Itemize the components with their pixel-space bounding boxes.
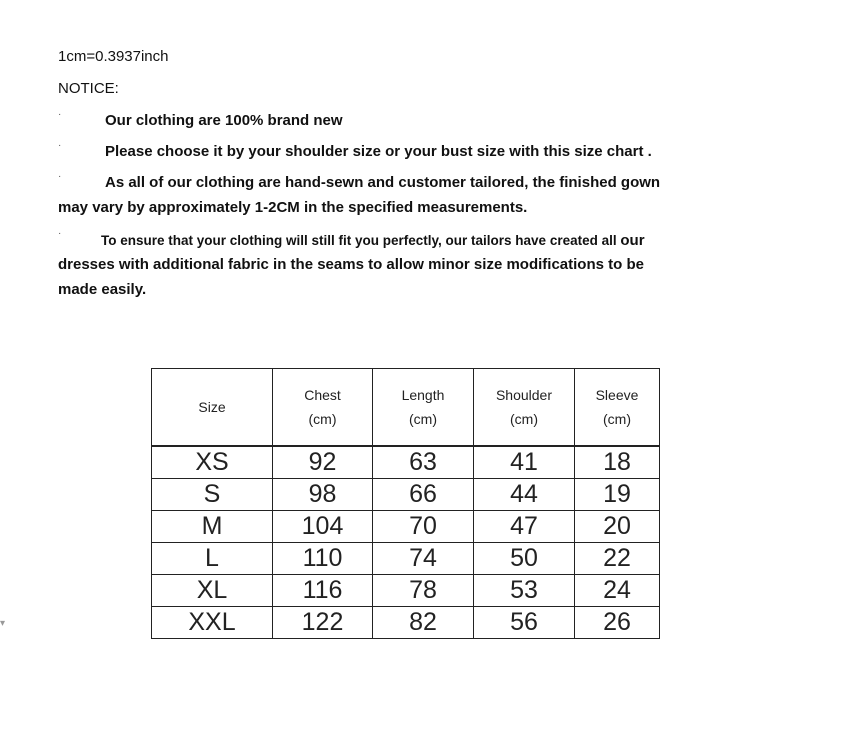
notice-item-4-line1-main: To ensure that your clothing will still fit you perfectly, our tailors have created all — [101, 233, 617, 248]
cell-shoulder: 53 — [474, 575, 575, 607]
notice-item-4-line1-end: our — [620, 232, 645, 249]
notice-item-4-line1 — [101, 232, 645, 249]
table-row — [152, 446, 660, 479]
cell-chest: 104 — [273, 511, 373, 543]
table-row — [152, 607, 660, 639]
cell-shoulder: 50 — [474, 543, 575, 575]
header-shoulder-unit: (cm) — [510, 411, 538, 427]
cell-sleeve: 19 — [575, 479, 660, 511]
header-length-label: Length — [401, 387, 445, 403]
notice-item-4-line3: made easily. — [58, 281, 147, 298]
cell-sleeve: 18 — [575, 446, 660, 479]
cell-sleeve: 24 — [575, 575, 660, 607]
size-chart-table — [151, 368, 660, 639]
header-shoulder — [474, 369, 575, 447]
notice-item-3-line2: may vary by approximately 1-2CM in the specified measurements. — [58, 199, 528, 216]
cell-chest: 92 — [273, 446, 373, 479]
cell-sleeve: 20 — [575, 511, 660, 543]
cell-sleeve: 26 — [575, 607, 660, 639]
cell-sleeve: 22 — [575, 543, 660, 575]
notice-item-2-text: Please choose it by your shoulder size or your bust size with this size chart . — [105, 143, 652, 160]
cell-shoulder: 56 — [474, 607, 575, 639]
cell-size: XS — [152, 446, 273, 479]
header-sleeve — [575, 369, 660, 447]
cell-chest: 122 — [273, 607, 373, 639]
table-row — [152, 511, 660, 543]
cell-shoulder: 44 — [474, 479, 575, 511]
bullet-icon: · — [58, 140, 62, 151]
header-sleeve-label: Sleeve — [595, 387, 639, 403]
notice-item-1-text: Our clothing are 100% brand new — [105, 112, 343, 129]
bullet-icon: · — [58, 109, 62, 120]
header-size — [152, 369, 273, 447]
cell-chest: 116 — [273, 575, 373, 607]
notice-item-4-line2: dresses with additional fabric in the seams to allow minor size modifications to be — [58, 256, 644, 273]
header-length — [373, 369, 474, 447]
table-row — [152, 575, 660, 607]
bullet-icon: · — [58, 228, 62, 239]
cell-chest: 110 — [273, 543, 373, 575]
bullet-icon: · — [58, 171, 62, 182]
cell-shoulder: 47 — [474, 511, 575, 543]
cell-shoulder: 41 — [474, 446, 575, 479]
conversion-text: 1cm=0.3937inch — [58, 48, 169, 65]
table-header-row — [152, 369, 660, 447]
cell-length: 82 — [373, 607, 474, 639]
header-chest — [273, 369, 373, 447]
table-row — [152, 543, 660, 575]
cell-size: S — [152, 479, 273, 511]
cell-chest: 98 — [273, 479, 373, 511]
cell-length: 78 — [373, 575, 474, 607]
cell-size: XXL — [152, 607, 273, 639]
cell-length: 70 — [373, 511, 474, 543]
cell-size: L — [152, 543, 273, 575]
notice-label: NOTICE: — [58, 80, 119, 97]
edge-mark-icon: ▾ — [0, 618, 6, 629]
header-shoulder-label: Shoulder — [495, 387, 553, 403]
header-chest-label: Chest — [304, 387, 341, 403]
cell-length: 66 — [373, 479, 474, 511]
table-row — [152, 479, 660, 511]
header-length-unit: (cm) — [409, 411, 437, 427]
header-chest-unit: (cm) — [308, 411, 337, 427]
cell-length: 74 — [373, 543, 474, 575]
header-sleeve-unit: (cm) — [603, 411, 631, 427]
cell-size: XL — [152, 575, 273, 607]
cell-length: 63 — [373, 446, 474, 479]
notice-item-3-line1: As all of our clothing are hand-sewn and customer tailored, the finished gown — [105, 174, 661, 191]
header-size-label: Size — [198, 399, 226, 415]
cell-size: M — [152, 511, 273, 543]
